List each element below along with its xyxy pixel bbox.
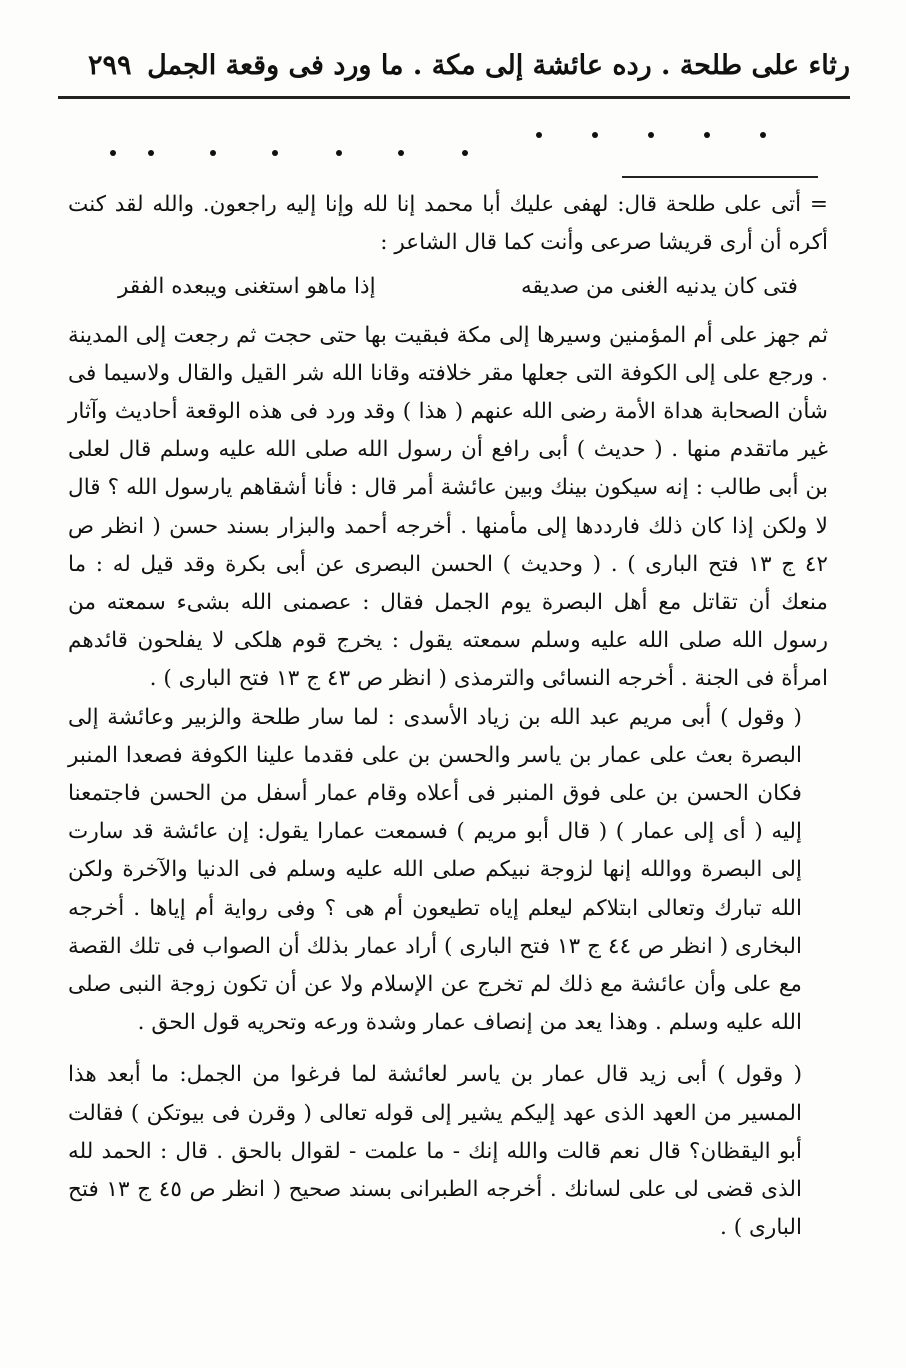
paragraph-1: = أتى على طلحة قال: لهفى عليك أبا محمد إنا لله وإنا إليه راجعون. والله لقد كنت أكره أن أرى قريشا صرعى وأنت كما قال الشاعر : [68, 192, 828, 256]
separator-dot [704, 132, 710, 138]
separator-dot [272, 150, 278, 156]
separator-dot [336, 150, 342, 156]
separator-dot [760, 132, 766, 138]
poetry-verse [68, 268, 828, 306]
footnote-body [68, 186, 828, 1247]
running-title: رثاء على طلحة . رده عائشة إلى مكة . ما ورد فى وقعة الجمل [147, 49, 850, 81]
page-number: ٢٩٩ [88, 49, 132, 81]
separator-dot [536, 132, 542, 138]
header-rule [58, 96, 850, 99]
paragraph-2: ثم جهز على أم المؤمنين وسيرها إلى مكة فبقيت بها حتى حجت ثم رجعت إلى المدينة . ورجع على إلى الكوفة التى جعلها مقر خلافته وقانا الله شر القيل والقال ولاسيما فى شأن الصحابة هداة الأمة رضى الله عنهم ( هذا ) وقد ورد فى هذه الوقعة أحاديث وآثار غير ماتقدم منها . ( حديث ) أبى رافع أن رسول الله صلى الله عليه وسلم قال لعلى بن أبى طالب : إنه سيكون بينك وبين عائشة أمر قال : فأنا أشقاهم يارسول الله ؟ قال لا ولكن إذا كان ذلك فارددها إلى مأمنها . أخرجه أحمد والبزار بسند حسن ( انظر ص ٤٢ ج ١٣ فتح البارى ) . ( وحديث ) الحسن البصرى عن أبى بكرة وقد قيل له : ما منعك أن تقاتل مع أهل البصرة يوم الجمل فقال : عصمنى الله بشىء سمعته من رسول الله صلى الله عليه وسلم سمعته يقول : يخرج قوم هلكى لا يفلحون قائدهم امرأة فى الجنة . أخرجه النسائى والترمذى ( انظر ص ٤٣ ج ١٣ فتح البارى ) . [68, 322, 829, 692]
paragraph-3: ( وقول ) أبى مريم عبد الله بن زياد الأسدى : لما سار طلحة والزبير وعائشة إلى البصرة بعث على عمار بن ياسر والحسن بن على فقدما علينا الكوفة فصعدا المنبر فكان الحسن بن على فوق المنبر فى أعلاه وقام عمار أسفل من الحسن فاجتمعنا إليه ( أى إلى عمار ) ( قال أبو مريم ) فسمعت عمارا يقول: إن عائشة قد سارت إلى البصرة ووالله إنها لزوجة نبيكم صلى الله عليه وسلم فى الدنيا والآخرة ولكن الله تبارك وتعالى ابتلاكم ليعلم إياه تطيعون أم هى ؟ وفى رواية أم إياها . أخرجه البخارى ( انظر ص ٤٤ ج ١٣ فتح البارى ) أراد عمار بذلك أن الصواب فى تلك القصة مع على وأن عائشة مع ذلك لم تخرج عن الإسلام ولا عن أن تكون زوجة النبى صلى الله عليه وسلم . وهذا يعد من إنصاف عمار وشدة ورعه وتحريه قول الحق . [68, 704, 802, 1036]
paragraph-4: ( وقول ) أبى زيد قال عمار بن ياسر لعائشة لما فرغوا من الجمل: ما أبعد هذا المسير من العهد الذى عهد إليكم يشير إلى قوله تعالى ( وقرن فى بيوتكن ) فقالت أبو اليقظان؟ قال نعم قالت والله إنك - ما علمت - لقوال بالحق . قال : الحمد لله الذى قضى لى على لسانك . أخرجه الطبرانى بسند صحيح ( انظر ص ٤٥ ج ١٣ فتح البارى ) . [68, 1062, 802, 1241]
separator-dot [210, 150, 216, 156]
separator-dot [592, 132, 598, 138]
verse-second-hemistich: إذا ماهو استغنى ويبعده الفقر [118, 274, 376, 300]
footnote-rule [622, 176, 818, 178]
separator-dot [148, 150, 154, 156]
separator-dot [648, 132, 654, 138]
footnote-separator-dots [100, 124, 790, 164]
separator-dot [110, 150, 116, 156]
separator-dot [462, 150, 468, 156]
separator-dot [398, 150, 404, 156]
running-header [60, 36, 850, 94]
verse-first-hemistich: فتى كان يدنيه الغنى من صديقه [520, 274, 798, 300]
